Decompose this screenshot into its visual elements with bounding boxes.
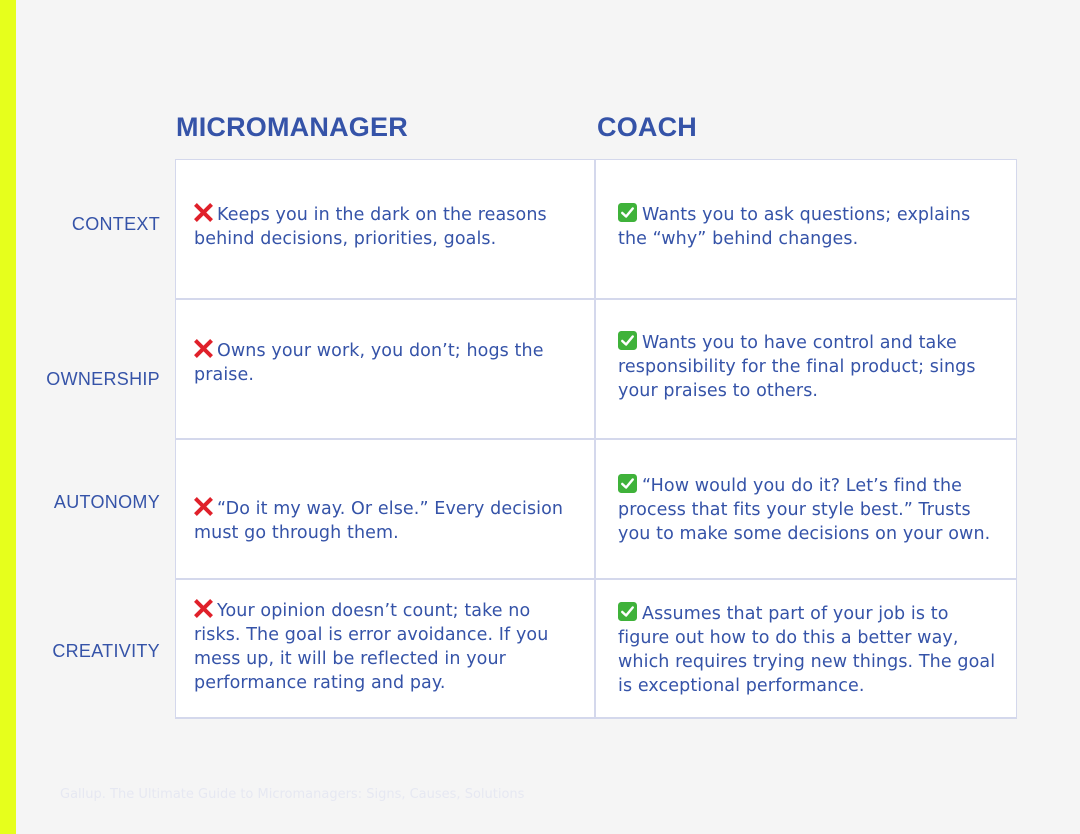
coach-cell [596, 300, 1017, 440]
header-coach: COACH [597, 112, 697, 142]
cross-mark-icon [194, 599, 213, 618]
micromanager-text: Keeps you in the dark on the reasons behind decisions, priorities, goals. [194, 204, 547, 249]
table-row [176, 160, 1017, 300]
micromanager-text: Owns your work, you don’t; hogs the praise. [194, 341, 544, 385]
micromanager-cell [176, 440, 596, 580]
check-mark-icon [618, 474, 637, 493]
micromanager-cell [176, 160, 596, 300]
coach-text: “How would you do it? Let’s find the process that fits your style best.” Trusts you to make some decisions on your own. [618, 476, 991, 544]
row-label-context: CONTEXT [71, 214, 160, 234]
table-row [176, 300, 1017, 440]
cross-mark-icon [194, 339, 213, 358]
coach-text: Assumes that part of your job is to figure out how to do this a better way, which requires trying new things. The goal is exceptional performance. [618, 603, 996, 696]
row-label-ownership: OWNERSHIP [46, 369, 160, 389]
micromanager-cell [176, 300, 596, 440]
micromanager-text: Your opinion doesn’t count; take no risks. The goal is error avoidance. If you mess up, it will be reflected in your performance rating and pay. [194, 601, 549, 693]
table-row [176, 440, 1017, 580]
micromanager-text: “Do it my way. Or else.” Every decision must go through them. [194, 499, 564, 543]
check-mark-icon [618, 602, 637, 621]
check-mark-icon [618, 203, 637, 222]
comparison-table [175, 159, 1017, 719]
row-label-autonomy: AUTONOMY [53, 492, 160, 512]
cross-mark-icon [194, 203, 213, 222]
table-row [176, 580, 1017, 719]
accent-bar [0, 0, 16, 834]
source-citation: Gallup. The Ultimate Guide to Micromanagers: Signs, Causes, Solutions [60, 787, 525, 802]
header-micromanager: MICROMANAGER [176, 112, 408, 142]
coach-text: Wants you to ask questions; explains the “why” behind changes. [618, 204, 971, 249]
micromanager-cell [176, 580, 596, 719]
check-mark-icon [618, 331, 637, 350]
row-label-creativity: CREATIVITY [52, 641, 160, 661]
coach-cell [596, 580, 1017, 719]
coach-cell [596, 160, 1017, 300]
coach-text: Wants you to have control and take responsibility for the final product; sings your praises to others. [618, 333, 976, 401]
coach-cell [596, 440, 1017, 580]
cross-mark-icon [194, 497, 213, 516]
